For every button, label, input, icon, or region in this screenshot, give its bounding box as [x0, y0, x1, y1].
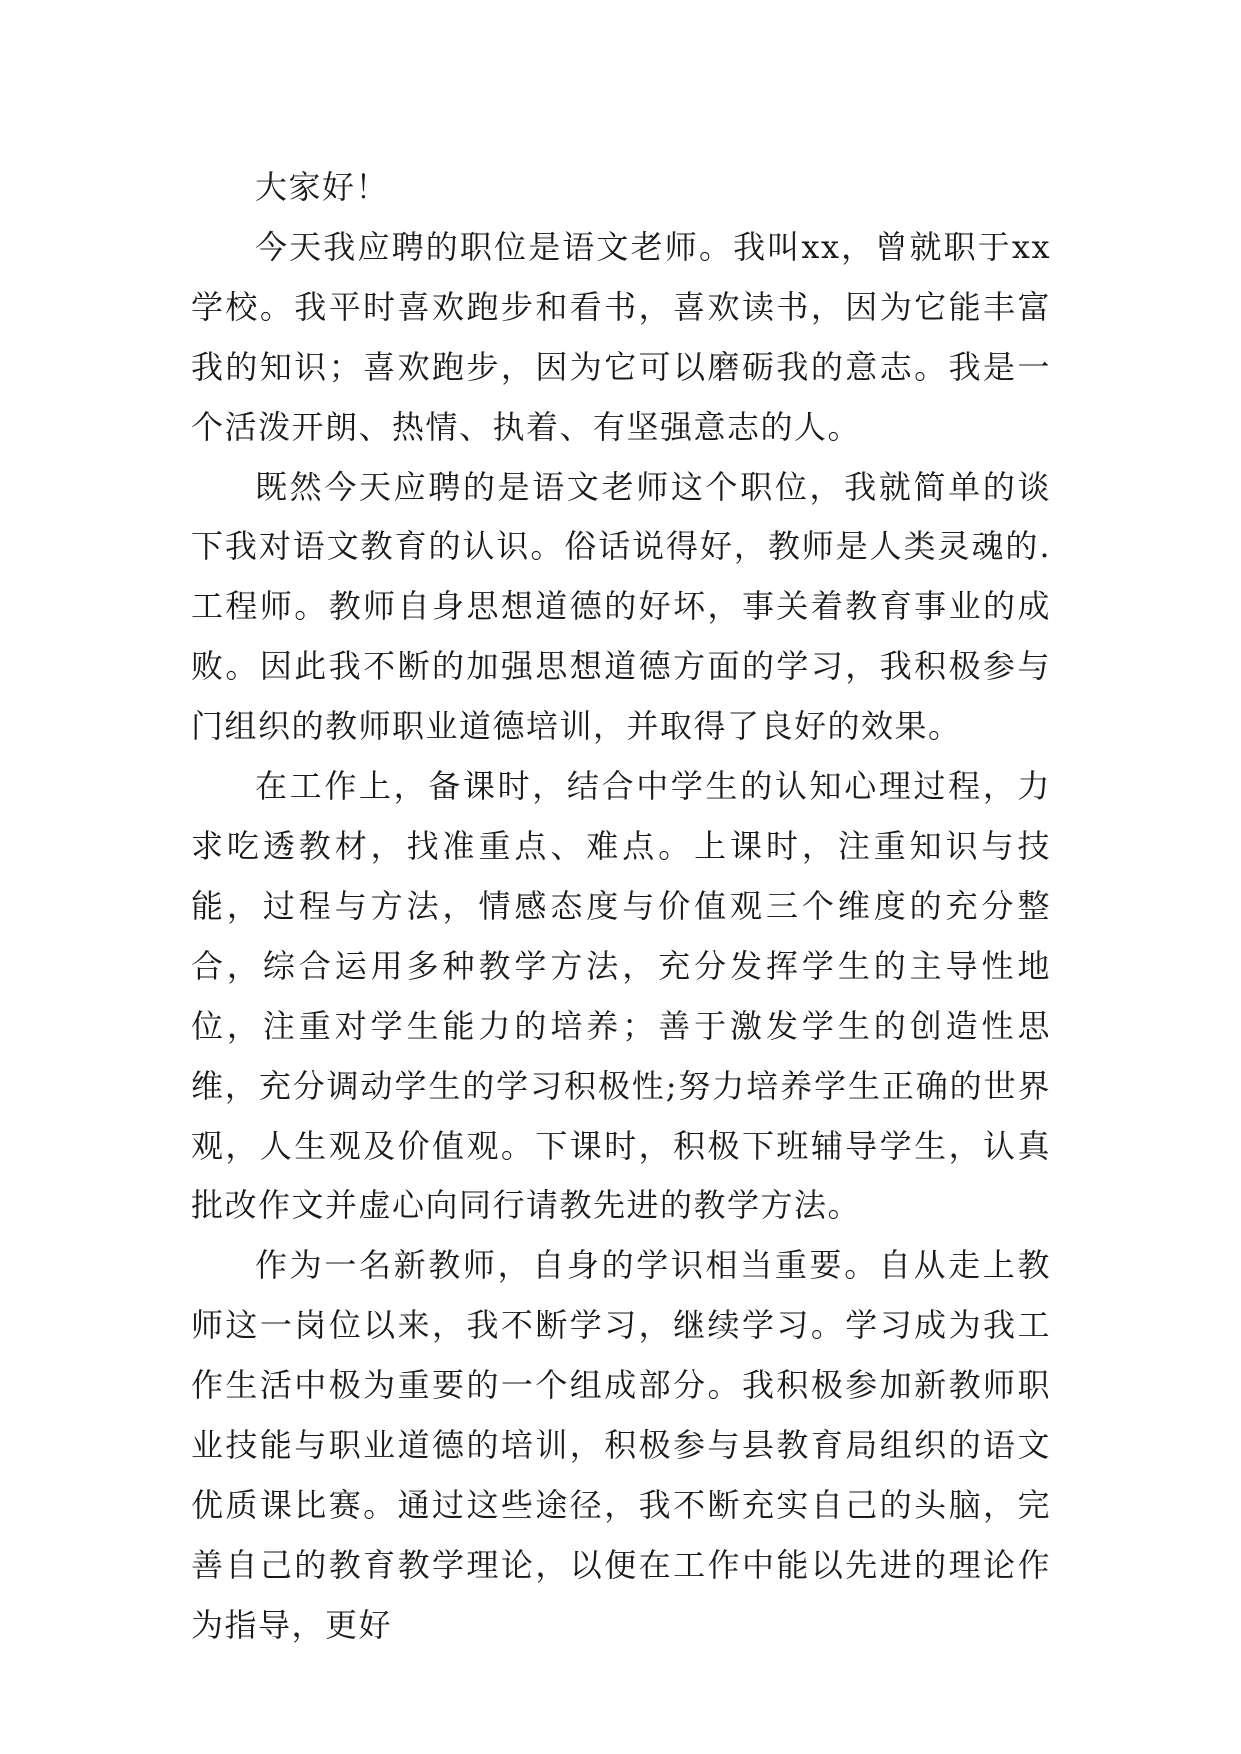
- paragraph-education-view: 既然今天应聘的是语文老师这个职位，我就简单的谈下我对语文教育的认识。俗话说得好，教师是人类灵魂的.工程师。教师自身思想道德的好坏，事关着教育事业的成败。因此我不断的加强思想道德方面的学习，我积极参与门组织的教师职业道德培训，并取得了良好的效果。: [191, 467, 1051, 746]
- document-body: [191, 158, 1051, 1656]
- paragraph-teaching-work: 在工作上，备课时，结合中学生的认知心理过程，力求吃透教材，找准重点、难点。上课时，注重知识与技能，过程与方法，情感态度与价值观三个维度的充分整合，综合运用多种教学方法，充分发挥学生的主导性地位，注重对学生能力的培养；善于激发学生的创造性思维，充分调动学生的学习积极性;努力培养学生正确的世界观，人生观及价值观。下课时，积极下班辅导学生，认真批改作文并虚心向同行请教先进的教学方法。: [191, 767, 1051, 1225]
- paragraph-greeting: 大家好！: [255, 168, 390, 206]
- paragraph-self-study: 作为一名新教师，自身的学识相当重要。自从走上教师这一岗位以来，我不断学习，继续学习。学习成为我工作生活中极为重要的一个组成部分。我积极参加新教师职业技能与职业道德的培训，积极参与县教育局组织的语文优质课比赛。通过这些途径，我不断充实自己的头脑，完善自己的教育教学理论，以便在工作中能以先进的理论作为指导，更好: [191, 1246, 1051, 1644]
- paragraph-introduction: 今天我应聘的职位是语文老师。我叫xx，曾就职于xx学校。我平时喜欢跑步和看书，喜欢读书，因为它能丰富我的知识；喜欢跑步，因为它可以磨砺我的意志。我是一个活泼开朗、热情、执着、有坚强意志的人。: [191, 227, 1051, 446]
